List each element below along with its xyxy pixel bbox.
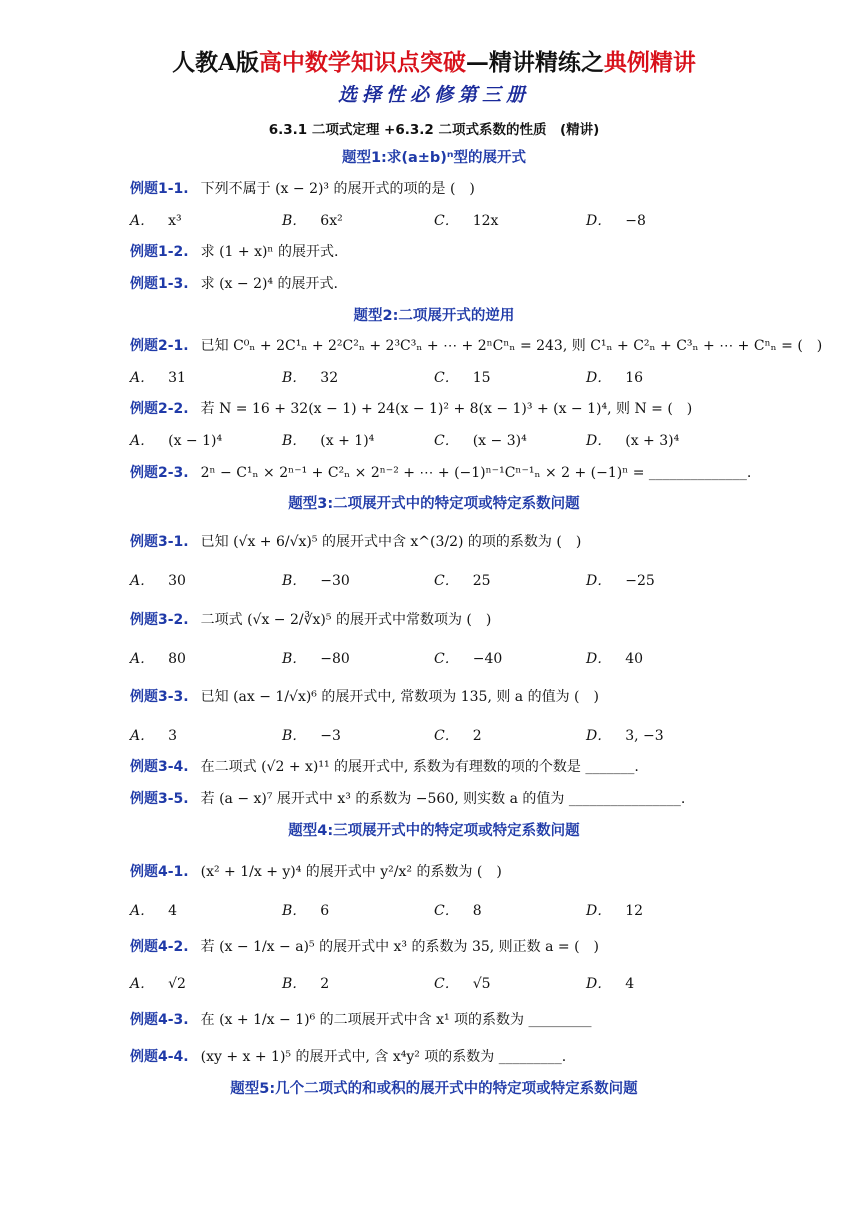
title-part-3: —精讲精练之 xyxy=(465,49,604,76)
problem-label: 例题1-1. xyxy=(130,181,189,197)
problem-label: 例题3-4. xyxy=(130,759,189,775)
problem-2-1 xyxy=(130,335,822,355)
choice-a: A． 30 xyxy=(130,573,186,589)
problem-label: 例题4-4. xyxy=(130,1049,189,1065)
choice-d: D． (x + 3)⁴ xyxy=(586,433,680,449)
choice-c: C． √5 xyxy=(434,976,491,992)
choice-b: B． −3 xyxy=(282,728,341,744)
choice-d: D． 3, −3 xyxy=(586,728,664,744)
problem-label: 例题2-2. xyxy=(130,401,189,417)
title-part-2: 高中数学知识点突破 xyxy=(258,49,466,76)
choice-c: C． −40 xyxy=(434,651,503,667)
problem-label: 例题3-3. xyxy=(130,689,189,705)
problem-label: 例题4-3. xyxy=(130,1012,189,1028)
choice-a: A． 4 xyxy=(130,903,178,919)
choice-c: C． (x − 3)⁴ xyxy=(434,433,527,449)
problem-label: 例题3-2. xyxy=(130,612,189,628)
heading-type-4: 题型4:三项展开式中的特定项或特定系数问题 xyxy=(288,823,580,839)
problem-4-4 xyxy=(130,1046,566,1066)
choice-b: B． (x + 1)⁴ xyxy=(282,433,375,449)
choice-a: A． 80 xyxy=(130,651,186,667)
problem-text: 2ⁿ − C¹ₙ × 2ⁿ⁻¹ + C²ₙ × 2ⁿ⁻² + ⋯ + (−1)ⁿ⁻¹Cⁿ⁻¹ₙ × 2 + (−1)ⁿ = ______________. xyxy=(200,465,752,481)
problem-1-2 xyxy=(130,241,338,261)
problem-text: 在二项式 (√2 + x)¹¹ 的展开式中, 系数为有理数的项的个数是 _______. xyxy=(200,759,639,775)
choice-b: B． −80 xyxy=(282,651,350,667)
choice-a: A． 3 xyxy=(130,728,178,744)
problem-3-1 xyxy=(130,531,581,551)
problem-text: (x² + 1/x + y)⁴ 的展开式中 y²/x² 的系数为 ( ) xyxy=(200,864,502,880)
problem-text: (xy + x + 1)⁵ 的展开式中, 含 x⁴y² 项的系数为 _________. xyxy=(200,1049,567,1065)
problem-2-3 xyxy=(130,462,751,482)
choice-b: B． 6x² xyxy=(282,213,343,229)
problem-text: 在 (x + 1/x − 1)⁶ 的二项展开式中含 x¹ 项的系数为 _________ xyxy=(200,1012,592,1028)
problem-text: 求 (x − 2)⁴ 的展开式. xyxy=(200,276,338,292)
problem-label: 例题2-1. xyxy=(130,338,189,354)
problem-label: 例题2-3. xyxy=(130,465,189,481)
problem-text: 二项式 (√x − 2/∛x)⁵ 的展开式中常数项为 ( ) xyxy=(200,612,492,628)
problem-1-1 xyxy=(130,178,475,198)
section-title: 6.3.1 二项式定理 +6.3.2 二项式系数的性质 (精讲) xyxy=(268,122,600,138)
problem-label: 例题3-5. xyxy=(130,791,189,807)
problem-text: 若 N = 16 + 32(x − 1) + 24(x − 1)² + 8(x − 1)³ + (x − 1)⁴, 则 N = ( ) xyxy=(200,401,693,417)
heading-type-2: 题型2:二项展开式的逆用 xyxy=(353,308,515,324)
choice-b: B． 6 xyxy=(282,903,330,919)
title-part-1: 人教A版 xyxy=(172,49,259,76)
problem-text: 已知 (ax − 1/√x)⁶ 的展开式中, 常数项为 135, 则 a 的值为 ( ) xyxy=(200,689,599,705)
choice-a: A． √2 xyxy=(130,976,186,992)
choice-c: C． 15 xyxy=(434,370,491,386)
choice-b: B． −30 xyxy=(282,573,350,589)
problem-3-5 xyxy=(130,788,685,808)
problem-label: 例题3-1. xyxy=(130,534,189,550)
choice-b: B． 2 xyxy=(282,976,330,992)
choice-c: C． 12x xyxy=(434,213,499,229)
problem-4-3 xyxy=(130,1009,592,1029)
problem-2-2 xyxy=(130,398,692,418)
choice-a: A． (x − 1)⁴ xyxy=(130,433,223,449)
problem-4-1 xyxy=(130,861,502,881)
problem-text: 求 (1 + x)ⁿ 的展开式. xyxy=(200,244,339,260)
choice-d: D． 40 xyxy=(586,651,644,667)
choice-d: D． 16 xyxy=(586,370,644,386)
choice-d: D． 12 xyxy=(586,903,644,919)
problem-label: 例题4-2. xyxy=(130,939,189,955)
choice-a: A． 31 xyxy=(130,370,186,386)
choice-b: B． 32 xyxy=(282,370,339,386)
heading-type-1: 题型1:求(a±b)ⁿ型的展开式 xyxy=(341,150,527,166)
problem-4-2 xyxy=(130,936,599,956)
document-subtitle: 选择性必修第三册 xyxy=(337,84,530,106)
choice-c: C． 8 xyxy=(434,903,482,919)
problem-3-3 xyxy=(130,686,599,706)
document-title xyxy=(0,44,868,77)
problem-text: 若 (x − 1/x − a)⁵ 的展开式中 x³ 的系数为 35, 则正数 a = ( ) xyxy=(200,939,600,955)
problem-3-2 xyxy=(130,609,491,629)
problem-label: 例题1-2. xyxy=(130,244,189,260)
problem-1-3 xyxy=(130,273,338,293)
problem-text: 下列不属于 (x − 2)³ 的展开式的项的是 ( ) xyxy=(200,181,475,197)
choice-d: D． 4 xyxy=(586,976,635,992)
choice-d: D． −25 xyxy=(586,573,655,589)
problem-label: 例题1-3. xyxy=(130,276,189,292)
problem-text: 若 (a − x)⁷ 展开式中 x³ 的系数为 −560, 则实数 a 的值为 ________________. xyxy=(200,791,686,807)
problem-label: 例题4-1. xyxy=(130,864,189,880)
title-part-4: 典例精讲 xyxy=(603,49,696,76)
choice-c: C． 25 xyxy=(434,573,491,589)
problem-text: 已知 (√x + 6/√x)⁵ 的展开式中含 x^(3/2) 的项的系数为 ( ) xyxy=(200,534,582,550)
heading-type-3: 题型3:二项展开式中的特定项或特定系数问题 xyxy=(288,496,580,512)
problem-3-4 xyxy=(130,756,639,776)
heading-type-5: 题型5:几个二项式的和或积的展开式中的特定项或特定系数问题 xyxy=(230,1081,638,1097)
problem-text: 已知 C⁰ₙ + 2C¹ₙ + 2²C²ₙ + 2³C³ₙ + ⋯ + 2ⁿCⁿₙ = 243, 则 C¹ₙ + C²ₙ + C³ₙ + ⋯ + Cⁿₙ = ( ) xyxy=(200,338,823,354)
choice-a: A． x³ xyxy=(130,213,182,229)
choice-d: D． −8 xyxy=(586,213,646,229)
choice-c: C． 2 xyxy=(434,728,482,744)
